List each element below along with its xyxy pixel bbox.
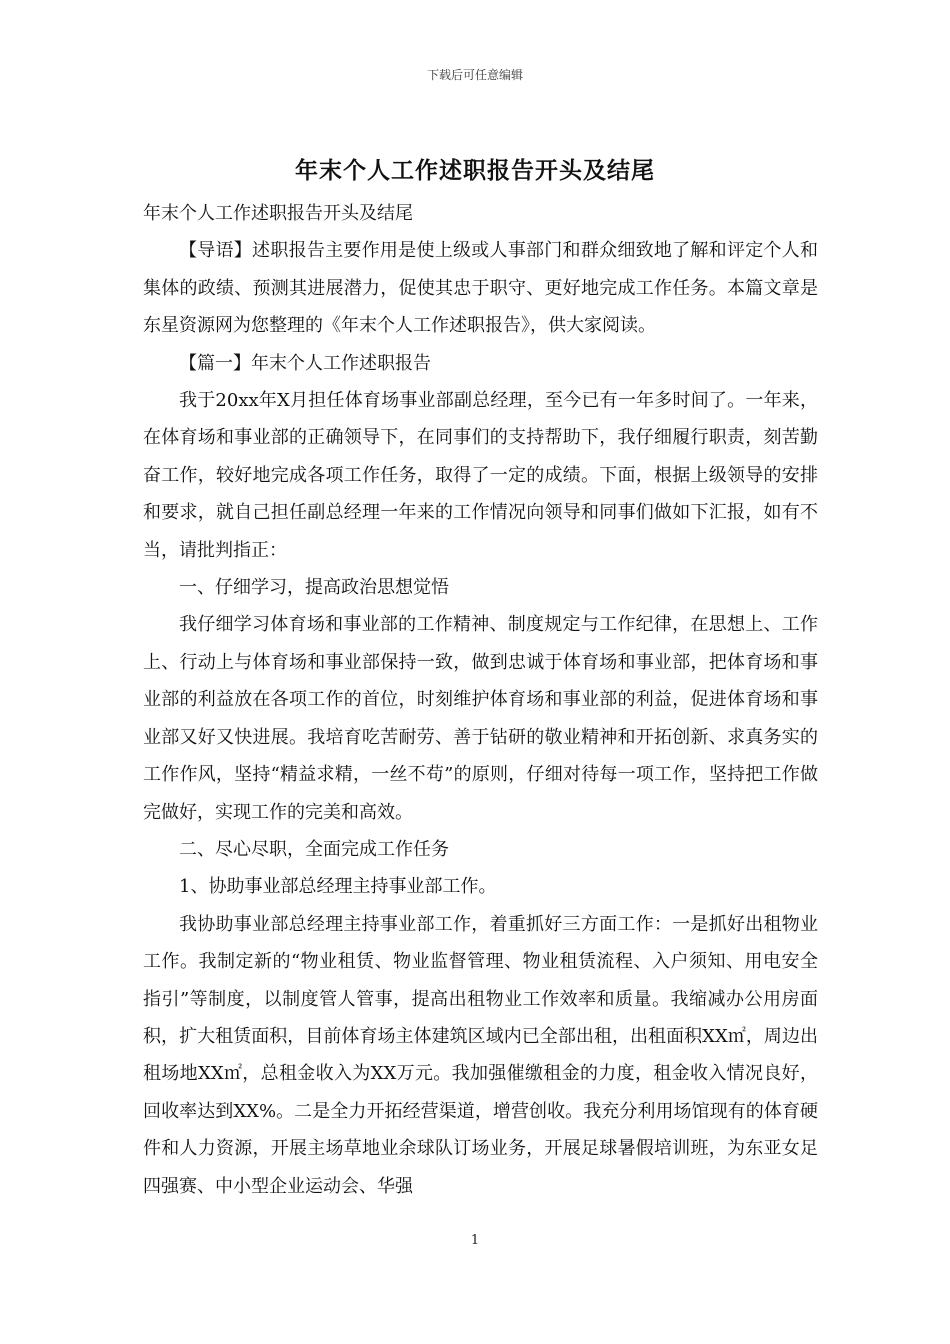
sub-heading: 1、协助事业部总经理主持事业部工作。 xyxy=(179,876,497,898)
body-paragraph: 我仔细学习体育场和事业部的工作精神、制度规定与工作纪律，在思想上、工作上、行动上与体育场和事业部保持一致，做到忠诚于体育场和事业部，把体育场和事业部的利益放在各项工作的首位，时刻维护体育场和事业部的利益，促进体育场和事业部又好又快进展。我培育吃苦耐劳、善于钻研的敬业精神和开拓创新、求真务实的工作作风，坚持“精益求精，一丝不苟”的原则，仔细对待每一项工作，坚持把工作做完做好，实现工作的完美和高效。 xyxy=(143,614,818,823)
document-title: 年末个人工作述职报告开头及结尾 xyxy=(295,157,655,184)
section-heading: 二、尽心尽职，全面完成工作任务 xyxy=(179,838,449,860)
document-body xyxy=(143,195,818,1205)
intro-paragraph: 【导语】述职报告主要作用是使上级或人事部门和群众细致地了解和评定个人和集体的政绩、预测其进展潜力，促使其忠于职守、更好地完成工作任务。本篇文章是东星资源网为您整理的《年末个人工作述职报告》，供大家阅读。 xyxy=(143,240,818,337)
page-number: 1 xyxy=(470,1233,480,1248)
header-note: 下载后可任意编辑 xyxy=(426,68,523,82)
subtitle-paragraph: 年末个人工作述职报告开头及结尾 xyxy=(143,203,413,224)
body-paragraph: 我于20xx年X月担任体育场事业部副总经理，至今已有一年多时间了。一年来，在体育场和事业部的正确领导下，在同事们的支持帮助下，我仔细履行职责，刻苦勤奋工作，较好地完成各项工作任务，取得了一定的成绩。下面，根据上级领导的安排和要求，就自己担任副总经理一年来的工作情况向领导和同事们做如下汇报，如有不当，请批判指正： xyxy=(143,390,818,561)
body-paragraph: 我协助事业部总经理主持事业部工作，着重抓好三方面工作：一是抓好出租物业工作。我制定新的“物业租赁、物业监督管理、物业租赁流程、入户须知、用电安全指引”等制度，以制度管人管事，提高出租物业工作效率和质量。我缩减办公用房面积，扩大租赁面积，目前体育场主体建筑区域内已全部出租，出租面积XX㎡，周边出租场地XX㎡，总租金收入为XX万元。我加强催缴租金的力度，租金收入情况良好，回收率达到XX%。二是全力开拓经营渠道，增营创收。我充分利用场馆现有的体育硬件和人力资源，开展主场草地业余球队订场业务，开展足球暑假培训班，为东亚女足四强赛、中小型企业运动会、华强 xyxy=(143,913,818,1197)
section-heading: 一、仔细学习，提高政治思想觉悟 xyxy=(179,577,449,599)
section-heading: 【篇一】年末个人工作述职报告 xyxy=(179,352,431,374)
